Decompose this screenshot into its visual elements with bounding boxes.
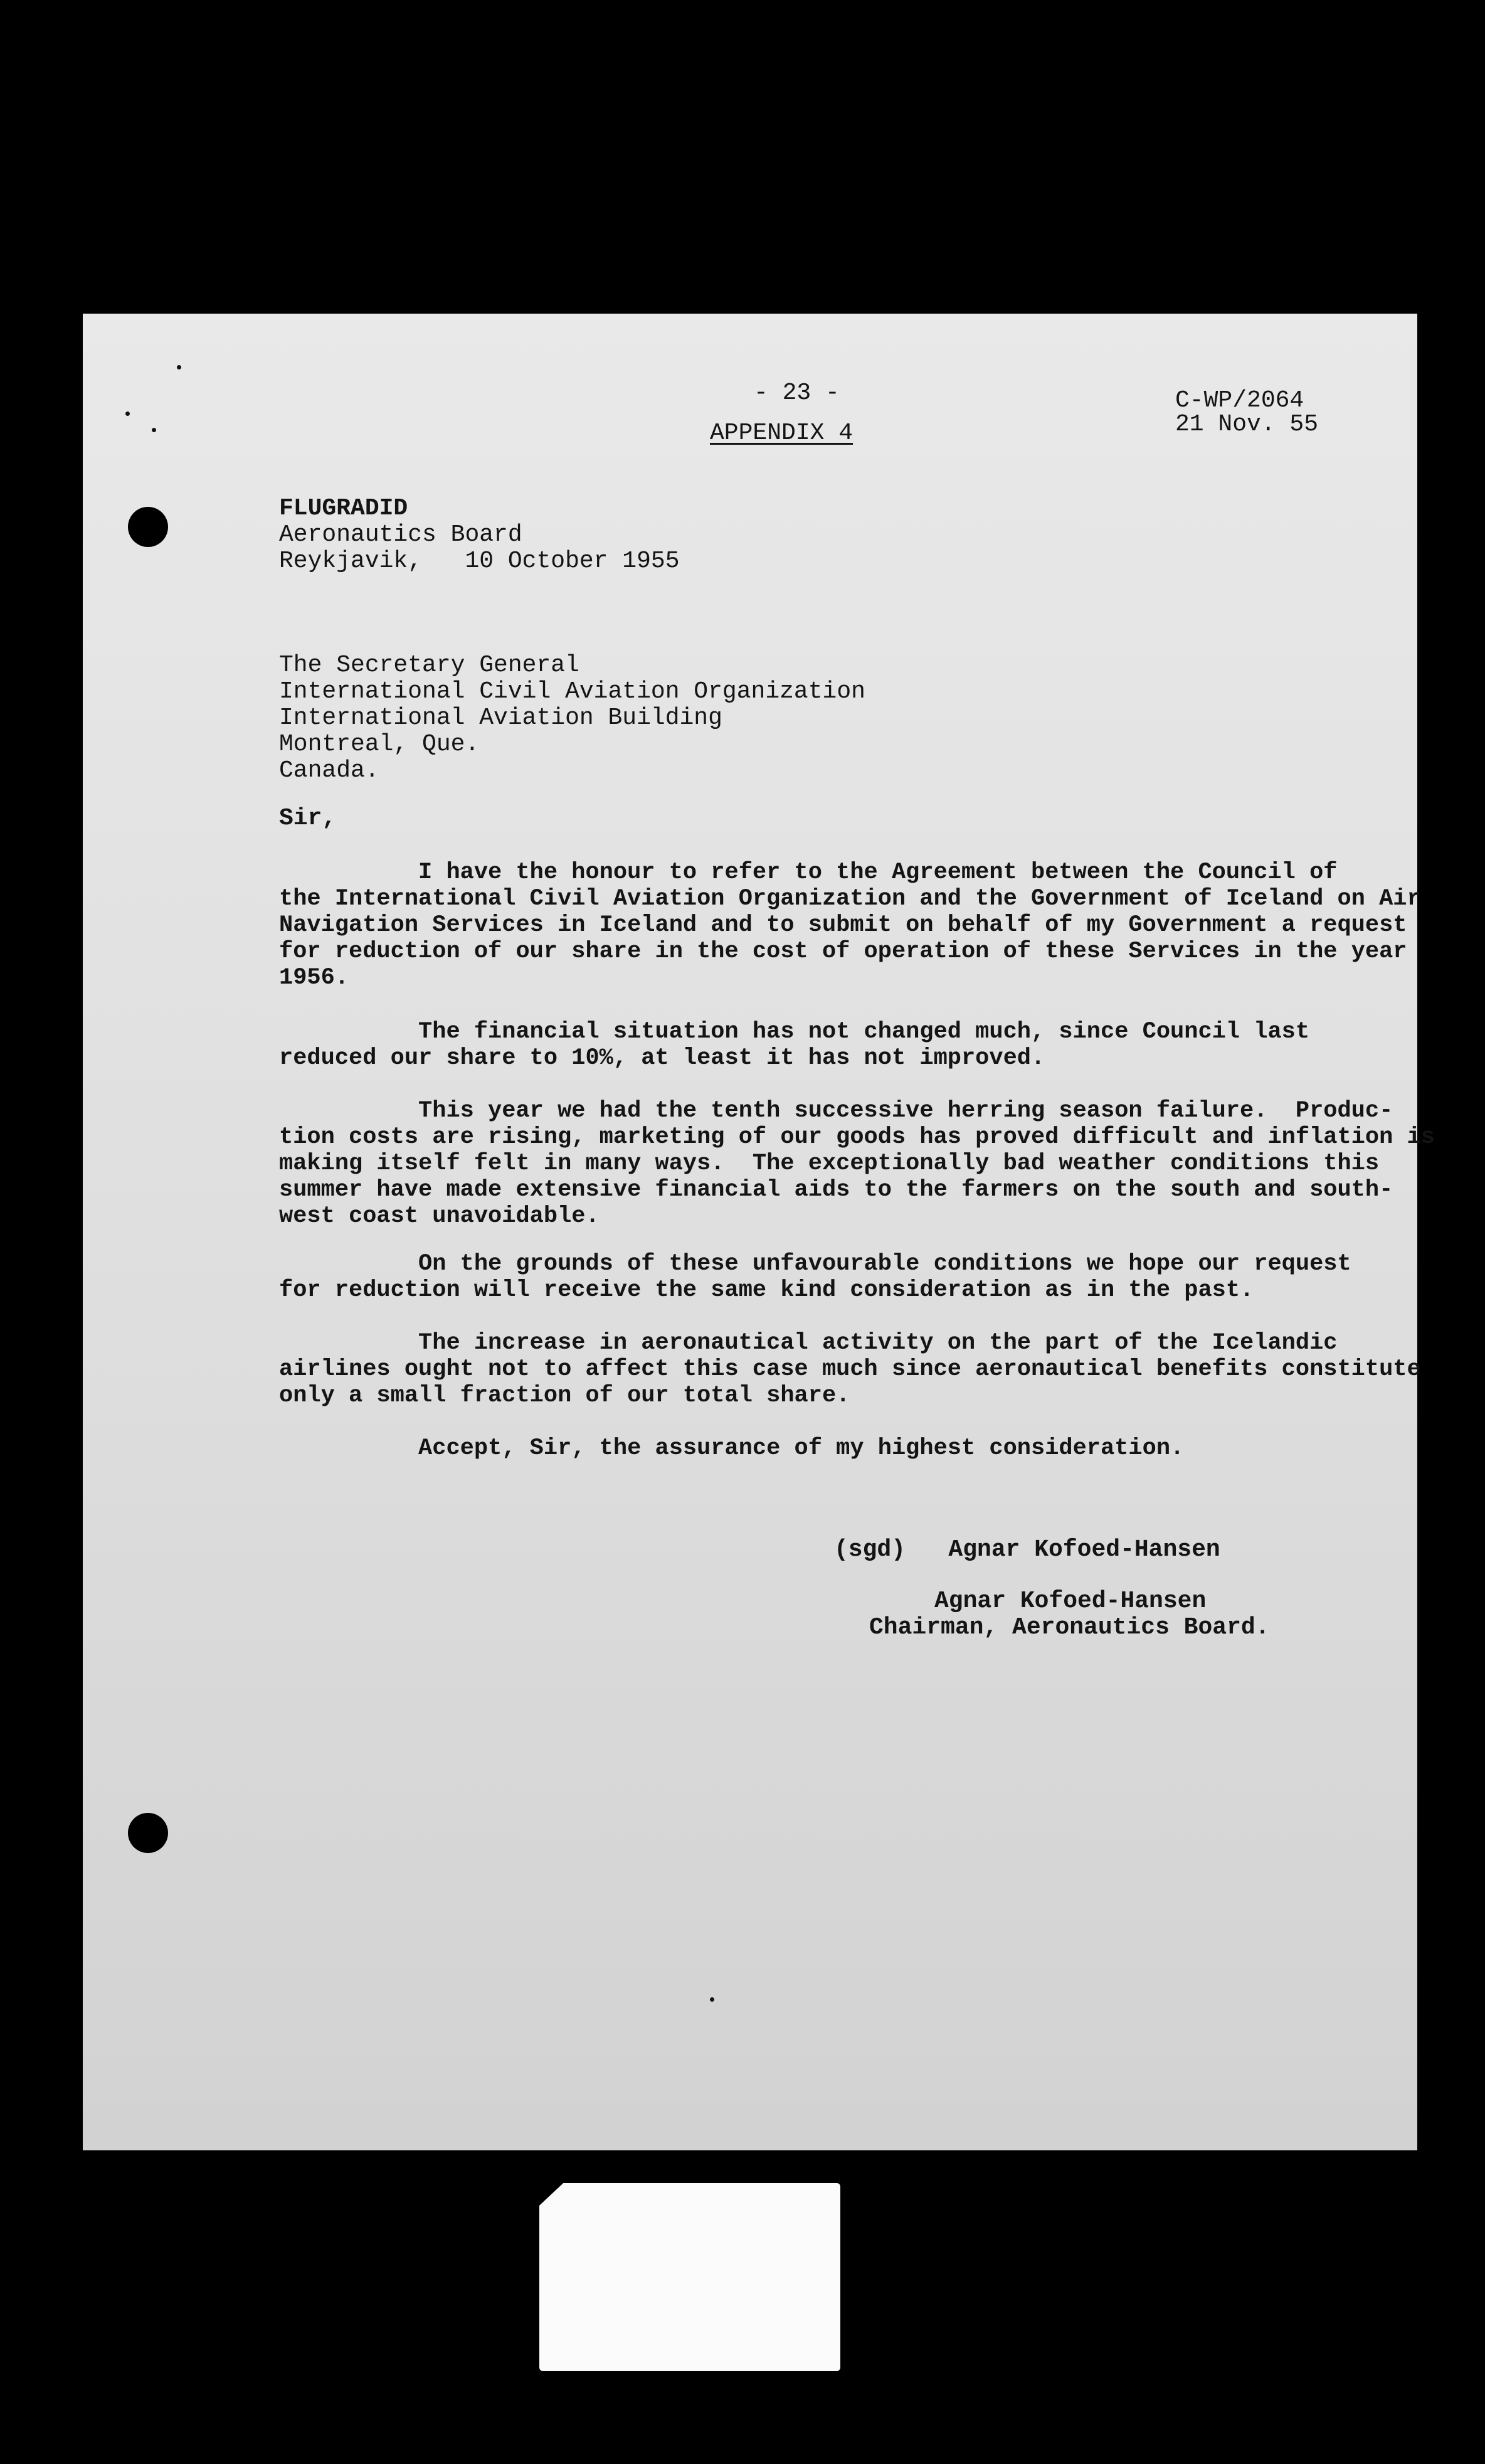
paragraph-line: making itself felt in many ways. The exceptionally bad weather conditions this	[279, 1150, 1380, 1177]
address-line: International Aviation Building	[279, 704, 722, 731]
signature-signed-line: (sgd) Agnar Kofoed-Hansen	[834, 1536, 1220, 1563]
body-paragraph	[279, 859, 1421, 991]
address-line: Montreal, Que.	[279, 731, 480, 758]
signatory-title: Chairman, Aeronautics Board.	[869, 1614, 1270, 1641]
paragraph-line: for reduction of our share in the cost of operation of these Services in the year	[279, 938, 1407, 965]
body-paragraph	[279, 1098, 1435, 1229]
speck-mark	[710, 1997, 714, 2002]
paragraph-line: tion costs are rising, marketing of our goods has proved difficult and inflation is	[279, 1124, 1435, 1150]
punch-hole-top	[128, 507, 168, 547]
salutation: Sir,	[279, 805, 337, 832]
document-reference: C-WP/2064	[1175, 387, 1304, 414]
document-page	[83, 314, 1435, 2150]
paragraph-line: only a small fraction of our total share.	[279, 1383, 850, 1409]
document-date: 21 Nov. 55	[1175, 411, 1319, 438]
page-number: - 23 -	[754, 380, 840, 406]
speck-mark	[177, 365, 181, 369]
paragraph-line: the International Civil Aviation Organization and the Government of Iceland on Air	[279, 886, 1421, 912]
address-line: Canada.	[279, 757, 379, 784]
paragraph-line: Navigation Services in Iceland and to submit on behalf of my Government a request	[279, 912, 1407, 938]
speck-mark	[152, 428, 156, 432]
paragraph-line: I have the honour to refer to the Agreement between the Council of	[279, 859, 1338, 886]
paragraph-line: Accept, Sir, the assurance of my highest consideration.	[279, 1435, 1185, 1462]
sender-board: Aeronautics Board	[279, 521, 522, 548]
appendix-title: APPENDIX 4	[710, 420, 853, 447]
body-paragraph	[279, 1019, 1309, 1071]
address-line: The Secretary General	[279, 652, 579, 679]
body-paragraph	[279, 1251, 1351, 1304]
paragraph-line: This year we had the tenth successive herring season failure. Produc-	[279, 1098, 1393, 1124]
signatory-name: Agnar Kofoed-Hansen	[934, 1588, 1207, 1615]
paragraph-line: On the grounds of these unfavourable conditions we hope our request	[279, 1251, 1351, 1277]
paragraph-line: summer have made extensive financial aids to the farmers on the south and south-	[279, 1177, 1393, 1203]
paragraph-line: reduced our share to 10%, at least it has not improved.	[279, 1045, 1045, 1071]
closing-paragraph	[279, 1435, 1184, 1462]
paragraph-line: The increase in aeronautical activity on the part of the Icelandic	[279, 1330, 1338, 1356]
sender-place-date: Reykjavik, 10 October 1955	[279, 548, 680, 575]
sender-organization: FLUGRADID	[279, 495, 408, 522]
paragraph-line: west coast unavoidable.	[279, 1203, 600, 1229]
paragraph-line: for reduction will receive the same kind consideration as in the past.	[279, 1277, 1254, 1304]
address-line: International Civil Aviation Organization	[279, 678, 865, 705]
blank-label-card	[539, 2183, 840, 2371]
paragraph-line: airlines ought not to affect this case much since aeronautical benefits constitute	[279, 1356, 1421, 1383]
speck-mark	[125, 412, 130, 416]
body-paragraph	[279, 1330, 1421, 1409]
paragraph-line: 1956.	[279, 965, 349, 991]
recipient-address	[279, 652, 865, 784]
punch-hole-bottom	[128, 1813, 168, 1853]
paragraph-line: The financial situation has not changed much, since Council last	[279, 1019, 1310, 1045]
